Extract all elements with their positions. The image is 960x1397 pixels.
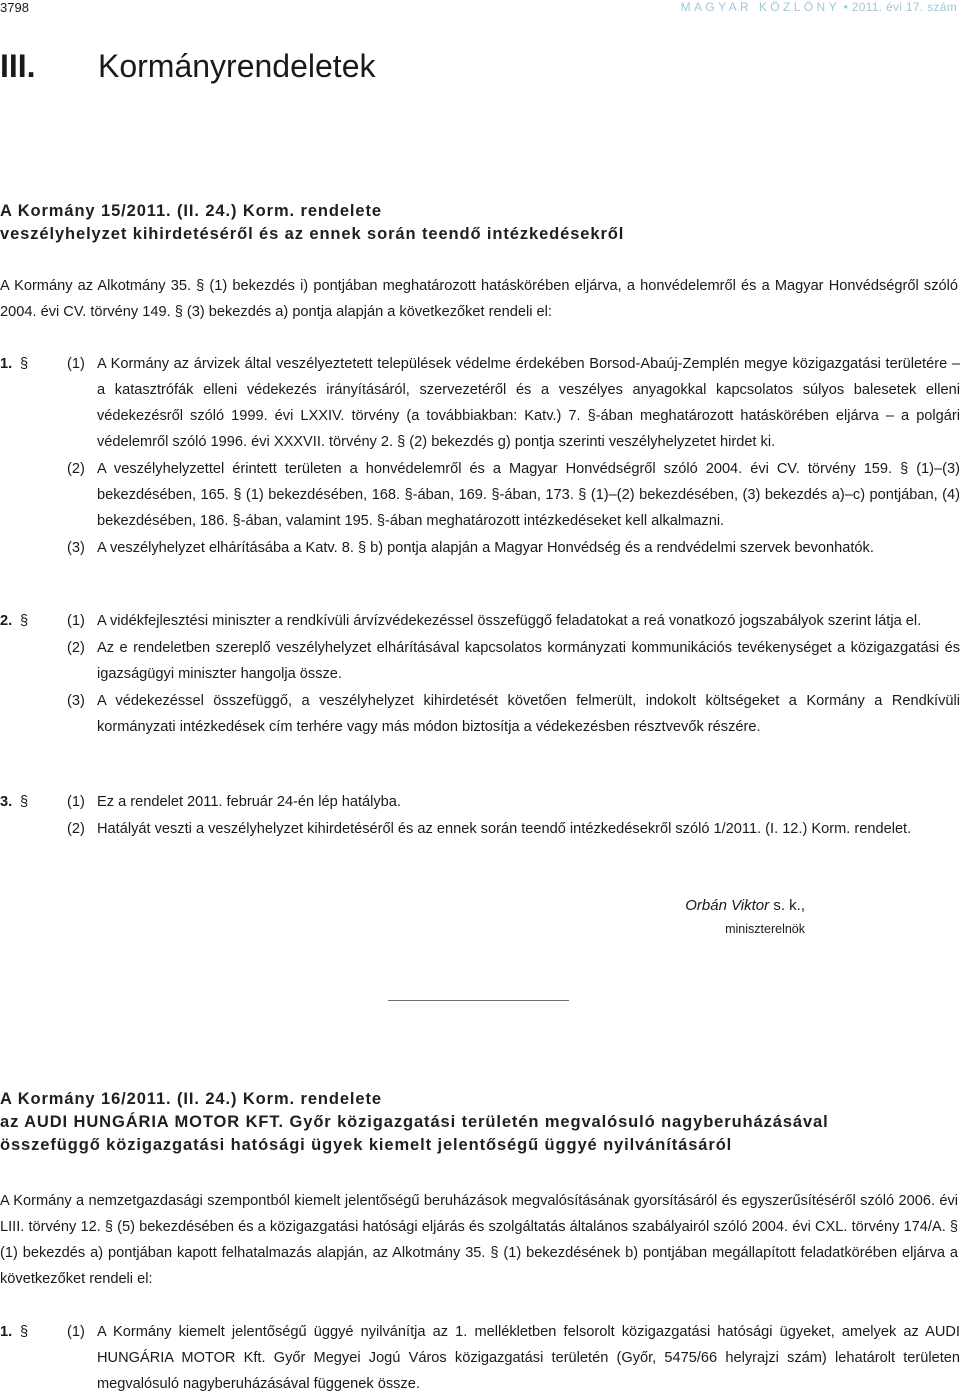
section-divider: [388, 1000, 569, 1001]
subsection: [0, 535, 960, 561]
subsection-text: A Kormány az árvizek által veszélyeztetett települések védelme érdekében Borsod-Abaúj-Zemplén megye közigazgatási területére – a katasztrófák elleni védekezés irányításáról, szervezetéről és a veszélyes anyagokkal kapcsolatos súlyos balesetek elleni védekezésről szóló 1999. évi LXXIV. törvény (a továbbiakban: Katv.) 7. §-ában meghatározott hatáskörében eljárva – a polgári védelemről szóló 1996. évi XXXVII. törvény 2. § (2) bekezdés g) pontja szerinti veszélyhelyzetet hirdet ki.: [97, 356, 960, 450]
section-sign: §: [20, 794, 29, 810]
section-sign: §: [20, 1324, 29, 1340]
subsection-text: Hatályát veszti a veszélyhelyzet kihirdetéséről és az ennek során teendő intézkedésekről szóló 1/2011. (I. 12.) Korm. rendelet.: [97, 821, 912, 837]
journal-issue: MAGYAR KÖZLÖNY • 2011. évi 17. szám: [680, 0, 957, 14]
subsection-text: A Kormány kiemelt jelentőségű üggyé nyilvánítja az 1. mellékletben felsorolt közigazgatási hatósági ügyeket, amelyek az AUDI HUNGÁRIA MOTOR Kft. Győr Megyei Jogú Város közigazgatási területén (Győr, 5475/66 helyrajzi szám) lehatárolt területen megvalósuló nagyberuházásával függenek össze.: [97, 1324, 960, 1392]
subsection-number: (1): [67, 356, 85, 372]
signature-block: [685, 896, 805, 936]
section-number: 1.: [0, 1324, 13, 1340]
subsection: [0, 688, 960, 740]
decree2-section-1: [0, 1319, 960, 1397]
decree1-title: [0, 200, 624, 246]
decree2-preamble: A Kormány a nemzetgazdasági szempontból kiemelt jelentőségű beruházások megvalósításának gyorsításáról és egyszerűsítéséről szóló 2006. évi LIII. törvény 12. § (5) bekezdésében és a közigazgatási hatósági eljárás és szolgáltatás általános szabályairól szóló 2004. évi CXL. törvény 174/A. § (1) bekezdés a) pontjában kapott felhatalmazás alapján, az Alkotmány 35. § (1) bekezdésének b) pontjában megállapított feladatkörében eljárva a következőket rendeli el:: [0, 1193, 958, 1287]
subsection: [0, 635, 960, 687]
signatory: [685, 896, 805, 916]
chapter-heading: [0, 48, 375, 85]
subsection-number: (1): [67, 1324, 85, 1340]
section-number: 1.: [0, 356, 13, 372]
decree2-title: [0, 1088, 829, 1157]
chapter-title: Kormányrendeletek: [98, 48, 376, 84]
page-header: [0, 0, 960, 14]
page-number: 3798: [0, 0, 29, 15]
journal-name: MAGYAR KÖZLÖNY: [680, 0, 840, 14]
section-sign: §: [20, 613, 29, 629]
subsection: [0, 1319, 960, 1397]
subsection-text: Az e rendeletben szereplő veszélyhelyzet elhárításával kapcsolatos kormányzati kommunikációs tevékenységet a közigazgatási és igazságügyi miniszter hangolja össze.: [97, 640, 960, 682]
section-sign: §: [20, 356, 29, 372]
decree1-section-2: [0, 608, 960, 740]
decree1-title-line: veszélyhelyzet kihirdetéséről és az ennek során teendő intézkedésekről: [0, 225, 625, 243]
subsection-number: (3): [67, 540, 85, 556]
signatory-suffix: s. k.,: [769, 897, 805, 914]
subsection-number: (2): [67, 461, 85, 477]
decree1-title-line: A Kormány 15/2011. (II. 24.) Korm. rendelete: [0, 202, 382, 220]
signatory-name: Orbán Viktor: [685, 897, 770, 914]
subsection-number: (1): [67, 613, 85, 629]
section-number: 2.: [0, 613, 13, 629]
subsection: [0, 351, 960, 455]
decree2-title-line: összefüggő közigazgatási hatósági ügyek kiemelt jelentőségű üggyé nyilvánításáról: [0, 1136, 733, 1154]
subsection-text: A védekezéssel összefüggő, a veszélyhelyzet kihirdetését követően felmerült, indokolt költségeket a Kormány a Rendkívüli kormányzati intézkedések cím terhére vagy más módon biztosítja a védekezésben résztvevők részére.: [97, 693, 960, 735]
decree1-preamble: A Kormány az Alkotmány 35. § (1) bekezdés i) pontjában meghatározott hatáskörében eljárva, a honvédelemről és a Magyar Honvédségről szóló 2004. évi CV. törvény 149. § (3) bekezdés a) pontja alapján a következőket rendeli el:: [0, 278, 958, 320]
subsection-text: A veszélyhelyzet elhárításába a Katv. 8. § b) pontja alapján a Magyar Honvédség és a rendvédelmi szervek bevonhatók.: [97, 540, 874, 556]
decree2-title-line: A Kormány 16/2011. (II. 24.) Korm. rendelete: [0, 1090, 382, 1108]
decree2-title-line: az AUDI HUNGÁRIA MOTOR KFT. Győr közigazgatási területén megvalósuló nagyberuházásával: [0, 1113, 829, 1131]
chapter-number: III.: [0, 48, 36, 84]
subsection: [0, 789, 960, 815]
subsection-number: (2): [67, 821, 85, 837]
issue-label: 2011. évi 17. szám: [851, 0, 957, 14]
subsection: [0, 608, 960, 634]
subsection-number: (3): [67, 693, 85, 709]
subsection: [0, 816, 960, 842]
subsection-text: A veszélyhelyzettel érintett területen a honvédelemről és a Magyar Honvédségről szóló 2004. évi CV. törvény 159. § (1)–(3) bekezdésében, 165. § (1) bekezdésében, 168. §-ában, 169. §-ában, 173. § (1)–(2) bekezdésében, (3) bekezdés a)–c) pontjában, (4) bekezdésében, 186. §-ában, valamint 195. §-ában meghatározott intézkedéseket kell alkalmazni.: [97, 461, 960, 529]
subsection-number: (2): [67, 640, 85, 656]
decree1-section-3: [0, 789, 960, 842]
subsection-text: A vidékfejlesztési miniszter a rendkívüli árvízvédekezéssel összefüggő feladatokat a reá vonatkozó jogszabályok szerint látja el.: [97, 613, 922, 629]
subsection: [0, 456, 960, 534]
decree1-section-1: [0, 351, 960, 561]
section-number: 3.: [0, 794, 13, 810]
signatory-role: miniszterelnök: [725, 922, 805, 936]
subsection-text: Ez a rendelet 2011. február 24-én lép hatályba.: [97, 794, 401, 810]
subsection-number: (1): [67, 794, 85, 810]
